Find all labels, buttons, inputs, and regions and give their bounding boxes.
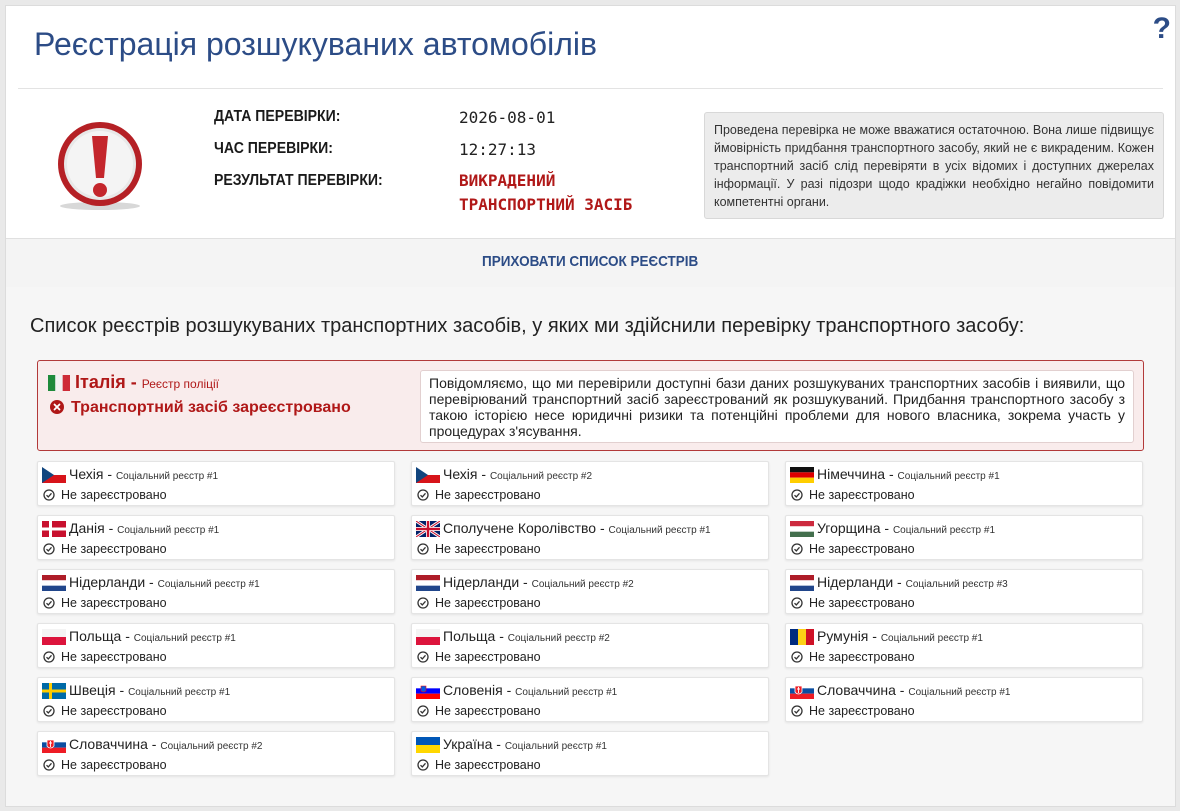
country-name: Польща - bbox=[69, 628, 130, 644]
registry-status bbox=[417, 650, 541, 664]
italy-flag-icon bbox=[48, 375, 70, 396]
status-text: Не зареєстровано bbox=[61, 758, 167, 772]
check-circle-icon bbox=[417, 705, 429, 717]
registry-card bbox=[411, 677, 769, 722]
registry-card bbox=[785, 623, 1143, 668]
italy-status bbox=[50, 399, 351, 417]
flag-nl-icon bbox=[42, 575, 66, 591]
error-circle-icon bbox=[50, 400, 64, 414]
check-circle-icon bbox=[791, 543, 803, 555]
flag-sk-icon bbox=[790, 683, 814, 699]
country-name: Угорщина - bbox=[817, 520, 890, 536]
status-text: Не зареєстровано bbox=[809, 488, 915, 502]
registry-country bbox=[443, 736, 607, 752]
check-circle-icon bbox=[43, 597, 55, 609]
help-icon[interactable]: ? bbox=[1152, 12, 1171, 45]
result-line-1: ВИКРАДЕНИЙ bbox=[459, 171, 556, 190]
registry-country bbox=[443, 466, 592, 482]
registry-country bbox=[69, 520, 219, 536]
registry-list-section bbox=[6, 287, 1175, 806]
check-circle-icon bbox=[43, 543, 55, 555]
country-name: Данія - bbox=[69, 520, 114, 536]
registry-name: Соціальний реєстр #1 bbox=[115, 471, 219, 482]
country-name: Нідерланди - bbox=[69, 574, 154, 590]
result-line-2: ТРАНСПОРТНИЙ ЗАСІБ bbox=[459, 195, 633, 214]
check-circle-icon bbox=[417, 651, 429, 663]
registry-country bbox=[69, 466, 218, 482]
date-label: ДАТА ПЕРЕВІРКИ: bbox=[214, 108, 341, 125]
registry-country bbox=[69, 736, 262, 752]
registry-country bbox=[817, 520, 995, 536]
registry-name: Соціальний реєстр #1 bbox=[608, 525, 711, 536]
check-circle-icon bbox=[417, 489, 429, 501]
country-name: Словаччина - bbox=[817, 682, 905, 698]
status-text: Не зареєстровано bbox=[809, 542, 915, 556]
flag-se-icon bbox=[42, 683, 66, 699]
report-panel bbox=[5, 5, 1176, 807]
registry-country bbox=[817, 574, 1008, 590]
registry-name: Соціальний реєстр #1 bbox=[515, 687, 618, 698]
check-circle-icon bbox=[43, 489, 55, 501]
flag-cz-icon bbox=[416, 467, 440, 483]
flag-dk-icon bbox=[42, 521, 66, 537]
registry-status bbox=[43, 650, 167, 664]
result-label: РЕЗУЛЬТАТ ПЕРЕВІРКИ: bbox=[214, 172, 383, 189]
italy-message: Повідомляємо, що ми перевірили доступні бази даних розшукуваних транспортних засобів і виявили, що перевірюваний транспортний засіб зареєстрований як розшукуваний. Придбання транспортного засобу з такою історією несе юридичні ризики та потенційні проблеми для нового власника, зокрема участь у процедурах з'ясування. bbox=[420, 370, 1134, 443]
registry-name: Соціальний реєстр #2 bbox=[489, 471, 593, 482]
registry-status bbox=[791, 650, 915, 664]
registry-card bbox=[411, 623, 769, 668]
check-circle-icon bbox=[43, 651, 55, 663]
registry-name: Соціальний реєстр #2 bbox=[531, 579, 634, 590]
registry-status bbox=[43, 488, 167, 502]
registry-card bbox=[785, 515, 1143, 560]
registry-country bbox=[443, 574, 634, 590]
flag-cz-icon bbox=[42, 467, 66, 483]
registry-card bbox=[411, 731, 769, 776]
status-text: Не зареєстровано bbox=[435, 488, 541, 502]
registry-status bbox=[43, 596, 167, 610]
date-value: 2026-08-01 bbox=[459, 108, 556, 127]
registry-country bbox=[443, 520, 711, 536]
status-text: Не зареєстровано bbox=[435, 704, 541, 718]
italy-registry-name: Реєстр поліції bbox=[141, 377, 220, 391]
flag-nl-icon bbox=[790, 575, 814, 591]
flag-pl-icon bbox=[42, 629, 66, 645]
registry-name: Соціальний реєстр #1 bbox=[133, 633, 236, 644]
registry-name: Соціальний реєстр #1 bbox=[880, 633, 983, 644]
registry-country bbox=[443, 628, 610, 644]
country-name: Німеччина - bbox=[817, 466, 894, 482]
flag-ro-icon bbox=[790, 629, 814, 645]
flag-de-icon bbox=[790, 467, 814, 483]
check-circle-icon bbox=[417, 759, 429, 771]
flag-gb-icon bbox=[416, 521, 440, 537]
registry-status bbox=[791, 488, 915, 502]
registry-status bbox=[791, 704, 915, 718]
registry-name: Соціальний реєстр #2 bbox=[160, 741, 263, 752]
registry-country bbox=[817, 628, 983, 644]
country-name: Словенія - bbox=[443, 682, 512, 698]
registry-card bbox=[37, 677, 395, 722]
registry-status bbox=[43, 758, 167, 772]
hide-registry-list-button[interactable]: ПРИХОВАТИ СПИСОК РЕЄСТРІВ bbox=[482, 253, 699, 270]
registry-card bbox=[785, 569, 1143, 614]
registry-name: Соціальний реєстр #1 bbox=[897, 471, 1000, 482]
check-circle-icon bbox=[43, 759, 55, 771]
italy-registry-alert bbox=[37, 360, 1144, 451]
status-text: Не зареєстровано bbox=[809, 704, 915, 718]
registry-status bbox=[791, 596, 915, 610]
country-name: Нідерланди - bbox=[817, 574, 902, 590]
registry-name: Соціальний реєстр #1 bbox=[128, 687, 231, 698]
country-name: Швеція - bbox=[69, 682, 125, 698]
status-text: Не зареєстровано bbox=[61, 704, 167, 718]
check-circle-icon bbox=[791, 651, 803, 663]
country-name: Чехія - bbox=[443, 466, 487, 482]
status-text: Не зареєстровано bbox=[61, 488, 167, 502]
registry-name: Соціальний реєстр #1 bbox=[908, 687, 1011, 698]
registry-card bbox=[785, 677, 1143, 722]
time-value: 12:27:13 bbox=[459, 140, 537, 159]
registry-card bbox=[37, 731, 395, 776]
status-text: Не зареєстровано bbox=[61, 542, 167, 556]
registry-list-heading: Список реєстрів розшукуваних транспортних засобів, у яких ми здійснили перевірку транспортного засобу: bbox=[30, 315, 1025, 337]
status-text: Не зареєстровано bbox=[809, 650, 915, 664]
registry-card bbox=[411, 461, 769, 506]
status-text: Не зареєстровано bbox=[435, 758, 541, 772]
registry-card bbox=[37, 461, 395, 506]
registry-name: Соціальний реєстр #1 bbox=[504, 741, 607, 752]
registry-card bbox=[411, 569, 769, 614]
registry-country bbox=[69, 574, 260, 590]
disclaimer: Проведена перевірка не може вважатися остаточною. Вона лише підвищує ймовірність придбання транспортного засобу, який не є викраденим. Кожен транспортний засіб слід перевіряти в усіх відомих і доступних джерелах інформації. У разі підозри щодо крадіжки необхідно негайно повідомити компетентні органи. bbox=[704, 112, 1164, 219]
flag-nl-icon bbox=[416, 575, 440, 591]
registry-country bbox=[443, 682, 617, 698]
flag-pl-icon bbox=[416, 629, 440, 645]
check-circle-icon bbox=[43, 705, 55, 717]
registry-country bbox=[69, 682, 230, 698]
italy-country bbox=[75, 372, 219, 393]
registry-status bbox=[417, 758, 541, 772]
status-text: Не зареєстровано bbox=[435, 542, 541, 556]
status-text: Не зареєстровано bbox=[809, 596, 915, 610]
registry-country bbox=[817, 466, 1000, 482]
status-text: Не зареєстровано bbox=[435, 650, 541, 664]
registry-card bbox=[37, 623, 395, 668]
italy-country-name: Італія - bbox=[75, 372, 137, 392]
status-text: Не зареєстровано bbox=[435, 596, 541, 610]
divider bbox=[18, 88, 1163, 89]
country-name: Сполучене Королівство - bbox=[443, 520, 605, 536]
registry-name: Соціальний реєстр #1 bbox=[892, 525, 996, 536]
check-circle-icon bbox=[417, 543, 429, 555]
registry-card bbox=[411, 515, 769, 560]
check-circle-icon bbox=[791, 705, 803, 717]
registry-status bbox=[417, 596, 541, 610]
country-name: Чехія - bbox=[69, 466, 113, 482]
flag-sk-icon bbox=[42, 737, 66, 753]
registry-status bbox=[791, 542, 915, 556]
check-circle-icon bbox=[791, 597, 803, 609]
registry-name: Соціальний реєстр #3 bbox=[905, 579, 1008, 590]
registry-card bbox=[37, 569, 395, 614]
country-name: Словаччина - bbox=[69, 736, 157, 752]
flag-si-icon bbox=[416, 683, 440, 699]
country-name: Польща - bbox=[443, 628, 504, 644]
registry-card bbox=[37, 515, 395, 560]
flag-ua-icon bbox=[416, 737, 440, 753]
registry-status bbox=[417, 488, 541, 502]
registry-status bbox=[417, 704, 541, 718]
country-name: Нідерланди - bbox=[443, 574, 528, 590]
registry-status bbox=[43, 704, 167, 718]
country-name: Румунія - bbox=[817, 628, 877, 644]
flag-hu-icon bbox=[790, 521, 814, 537]
toggle-registry-list-bar bbox=[6, 238, 1175, 288]
time-label: ЧАС ПЕРЕВІРКИ: bbox=[214, 140, 333, 157]
registry-name: Соціальний реєстр #2 bbox=[507, 633, 610, 644]
registry-country bbox=[817, 682, 1010, 698]
registry-country bbox=[69, 628, 236, 644]
country-name: Україна - bbox=[443, 736, 501, 752]
status-text: Не зареєстровано bbox=[61, 650, 167, 664]
registry-name: Соціальний реєстр #1 bbox=[157, 579, 260, 590]
italy-status-text: Транспортний засіб зареєстровано bbox=[71, 399, 351, 416]
alert-icon bbox=[52, 118, 148, 214]
registry-status bbox=[417, 542, 541, 556]
registry-status bbox=[43, 542, 167, 556]
check-circle-icon bbox=[791, 489, 803, 501]
check-circle-icon bbox=[417, 597, 429, 609]
page-title: Реєстрація розшукуваних автомобілів bbox=[34, 26, 597, 62]
registry-card bbox=[785, 461, 1143, 506]
status-text: Не зареєстровано bbox=[61, 596, 167, 610]
registry-name: Соціальний реєстр #1 bbox=[117, 525, 220, 536]
